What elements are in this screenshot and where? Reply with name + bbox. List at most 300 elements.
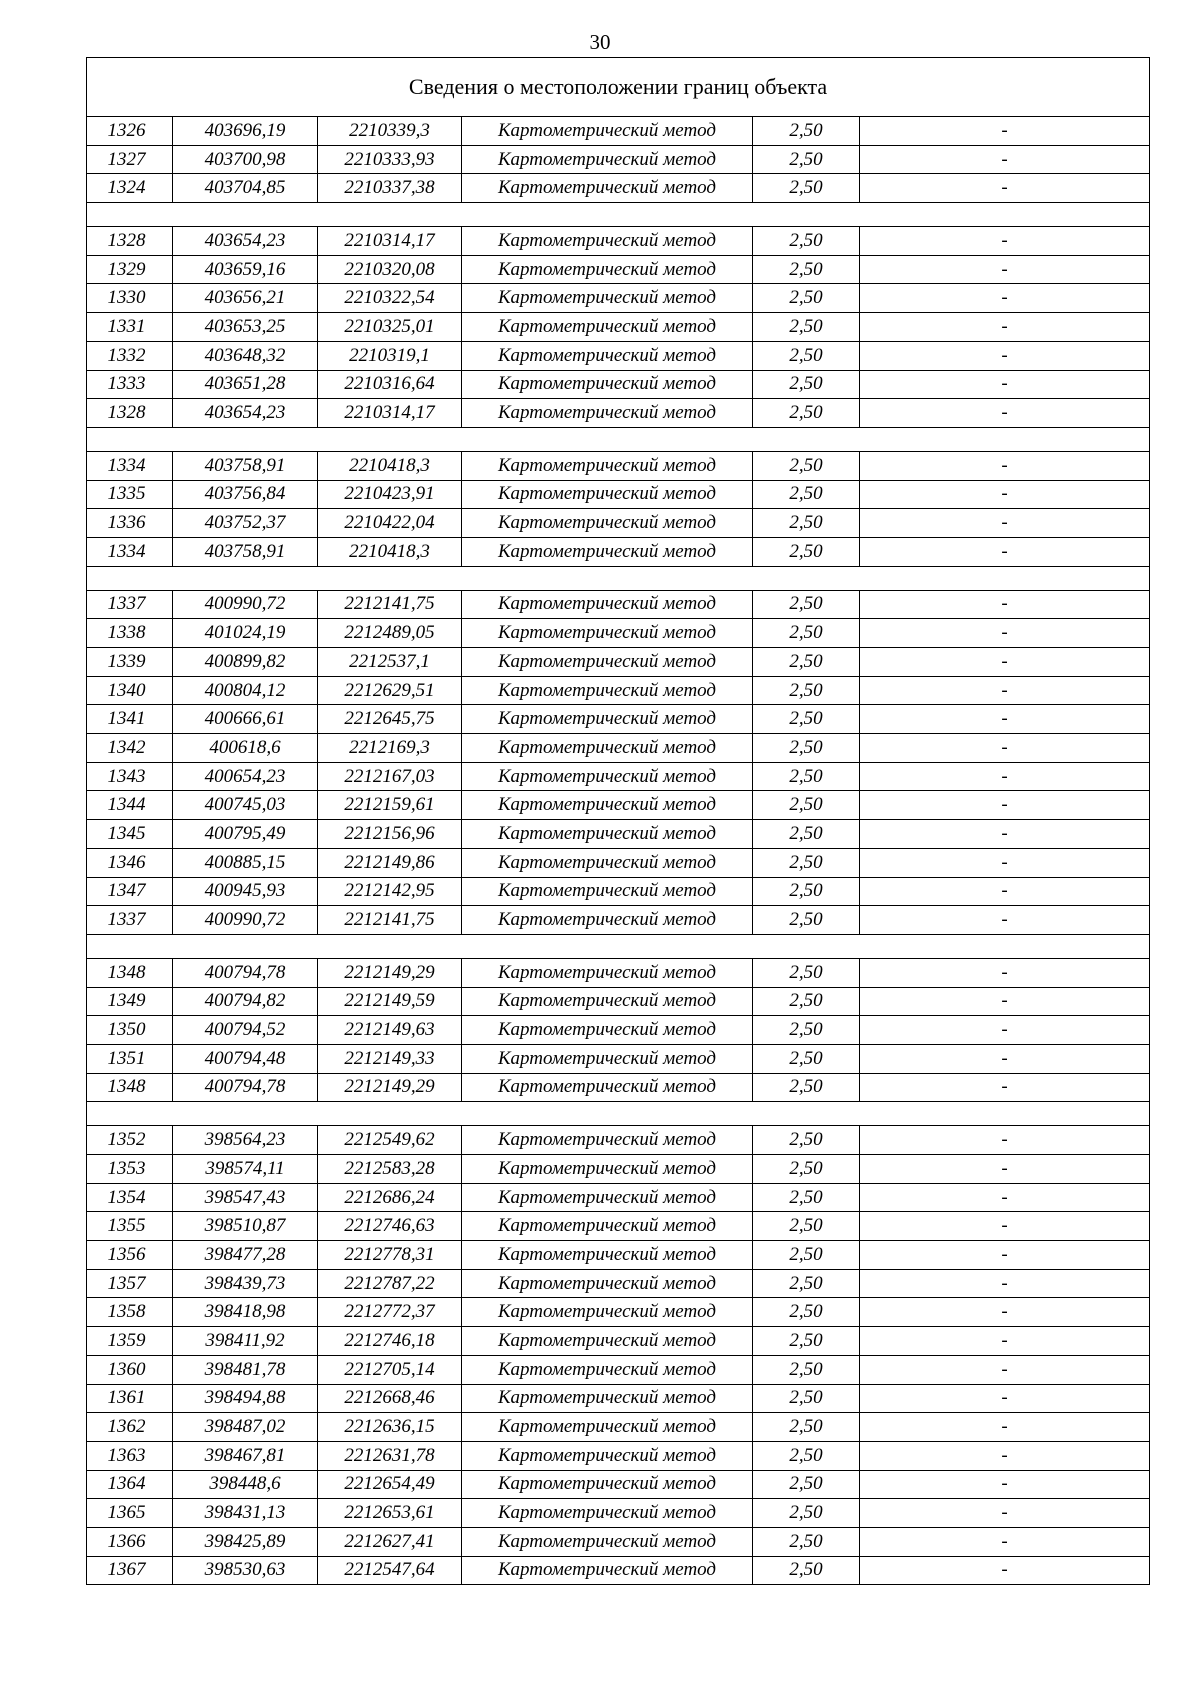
y-coordinate-cell: 2210322,54: [318, 284, 462, 313]
description-cell: -: [860, 1527, 1150, 1556]
table-row: [87, 509, 1150, 538]
description-cell: -: [860, 676, 1150, 705]
point-number-cell: 1328: [87, 399, 173, 428]
point-number-cell: 1330: [87, 284, 173, 313]
accuracy-cell: 2,50: [753, 1298, 860, 1327]
y-coordinate-cell: 2212686,24: [318, 1183, 462, 1212]
description-cell: -: [860, 399, 1150, 428]
description-cell: -: [860, 1327, 1150, 1356]
x-coordinate-cell: 398574,11: [173, 1155, 318, 1184]
contour-separator-row: [87, 203, 1150, 227]
table-row: [87, 370, 1150, 399]
y-coordinate-cell: 2212631,78: [318, 1441, 462, 1470]
x-coordinate-cell: 398510,87: [173, 1212, 318, 1241]
table-row: [87, 848, 1150, 877]
method-cell: Картометрический метод: [462, 1527, 753, 1556]
method-cell: Картометрический метод: [462, 117, 753, 146]
method-cell: Картометрический метод: [462, 1298, 753, 1327]
contour-separator-row: [87, 427, 1150, 451]
method-cell: Картометрический метод: [462, 762, 753, 791]
accuracy-cell: 2,50: [753, 255, 860, 284]
description-cell: -: [860, 619, 1150, 648]
method-cell: Картометрический метод: [462, 791, 753, 820]
table-row: [87, 590, 1150, 619]
accuracy-cell: 2,50: [753, 1269, 860, 1298]
y-coordinate-cell: 2212142,95: [318, 877, 462, 906]
table-row: [87, 341, 1150, 370]
x-coordinate-cell: 398530,63: [173, 1556, 318, 1585]
y-coordinate-cell: 2212668,46: [318, 1384, 462, 1413]
x-coordinate-cell: 400654,23: [173, 762, 318, 791]
table-row: [87, 1413, 1150, 1442]
point-number-cell: 1365: [87, 1499, 173, 1528]
accuracy-cell: 2,50: [753, 848, 860, 877]
point-number-cell: 1327: [87, 145, 173, 174]
method-cell: Картометрический метод: [462, 451, 753, 480]
contour-separator-row: [87, 1102, 1150, 1126]
x-coordinate-cell: 398439,73: [173, 1269, 318, 1298]
y-coordinate-cell: 2212653,61: [318, 1499, 462, 1528]
accuracy-cell: 2,50: [753, 1384, 860, 1413]
method-cell: Картометрический метод: [462, 1413, 753, 1442]
method-cell: Картометрический метод: [462, 284, 753, 313]
y-coordinate-cell: 2212645,75: [318, 705, 462, 734]
method-cell: Картометрический метод: [462, 705, 753, 734]
point-number-cell: 1352: [87, 1126, 173, 1155]
method-cell: Картометрический метод: [462, 1212, 753, 1241]
y-coordinate-cell: 2212489,05: [318, 619, 462, 648]
accuracy-cell: 2,50: [753, 1126, 860, 1155]
x-coordinate-cell: 403696,19: [173, 117, 318, 146]
description-cell: -: [860, 370, 1150, 399]
point-number-cell: 1359: [87, 1327, 173, 1356]
accuracy-cell: 2,50: [753, 590, 860, 619]
description-cell: -: [860, 1499, 1150, 1528]
accuracy-cell: 2,50: [753, 906, 860, 935]
point-number-cell: 1339: [87, 648, 173, 677]
x-coordinate-cell: 403656,21: [173, 284, 318, 313]
y-coordinate-cell: 2210418,3: [318, 451, 462, 480]
method-cell: Картометрический метод: [462, 1183, 753, 1212]
point-number-cell: 1347: [87, 877, 173, 906]
accuracy-cell: 2,50: [753, 762, 860, 791]
x-coordinate-cell: 400794,78: [173, 1073, 318, 1102]
x-coordinate-cell: 400745,03: [173, 791, 318, 820]
accuracy-cell: 2,50: [753, 987, 860, 1016]
method-cell: Картометрический метод: [462, 1355, 753, 1384]
table-title-row: [87, 58, 1150, 117]
method-cell: Картометрический метод: [462, 734, 753, 763]
table-row: [87, 1298, 1150, 1327]
accuracy-cell: 2,50: [753, 1044, 860, 1073]
y-coordinate-cell: 2212167,03: [318, 762, 462, 791]
method-cell: Картометрический метод: [462, 1155, 753, 1184]
table-row: [87, 791, 1150, 820]
table-row: [87, 1470, 1150, 1499]
x-coordinate-cell: 403654,23: [173, 399, 318, 428]
description-cell: -: [860, 145, 1150, 174]
point-number-cell: 1326: [87, 117, 173, 146]
point-number-cell: 1358: [87, 1298, 173, 1327]
table-row: [87, 676, 1150, 705]
method-cell: Картометрический метод: [462, 590, 753, 619]
x-coordinate-cell: 400794,82: [173, 987, 318, 1016]
x-coordinate-cell: 403752,37: [173, 509, 318, 538]
x-coordinate-cell: 403700,98: [173, 145, 318, 174]
y-coordinate-cell: 2212159,61: [318, 791, 462, 820]
accuracy-cell: 2,50: [753, 1212, 860, 1241]
y-coordinate-cell: 2212537,1: [318, 648, 462, 677]
point-number-cell: 1348: [87, 958, 173, 987]
point-number-cell: 1366: [87, 1527, 173, 1556]
point-number-cell: 1361: [87, 1384, 173, 1413]
y-coordinate-cell: 2212627,41: [318, 1527, 462, 1556]
accuracy-cell: 2,50: [753, 480, 860, 509]
accuracy-cell: 2,50: [753, 1470, 860, 1499]
table-row: [87, 1269, 1150, 1298]
accuracy-cell: 2,50: [753, 1073, 860, 1102]
y-coordinate-cell: 2212629,51: [318, 676, 462, 705]
y-coordinate-cell: 2212787,22: [318, 1269, 462, 1298]
accuracy-cell: 2,50: [753, 399, 860, 428]
y-coordinate-cell: 2210325,01: [318, 313, 462, 342]
x-coordinate-cell: 400990,72: [173, 590, 318, 619]
method-cell: Картометрический метод: [462, 619, 753, 648]
accuracy-cell: 2,50: [753, 313, 860, 342]
contour-separator-row: [87, 566, 1150, 590]
table-row: [87, 145, 1150, 174]
description-cell: -: [860, 1212, 1150, 1241]
accuracy-cell: 2,50: [753, 1155, 860, 1184]
x-coordinate-cell: 398418,98: [173, 1298, 318, 1327]
description-cell: -: [860, 1384, 1150, 1413]
accuracy-cell: 2,50: [753, 1241, 860, 1270]
description-cell: -: [860, 1241, 1150, 1270]
x-coordinate-cell: 400885,15: [173, 848, 318, 877]
x-coordinate-cell: 403758,91: [173, 451, 318, 480]
accuracy-cell: 2,50: [753, 174, 860, 203]
accuracy-cell: 2,50: [753, 676, 860, 705]
table-row: [87, 705, 1150, 734]
description-cell: -: [860, 877, 1150, 906]
method-cell: Картометрический метод: [462, 648, 753, 677]
y-coordinate-cell: 2210418,3: [318, 537, 462, 566]
accuracy-cell: 2,50: [753, 284, 860, 313]
y-coordinate-cell: 2212141,75: [318, 906, 462, 935]
description-cell: -: [860, 537, 1150, 566]
x-coordinate-cell: 400794,78: [173, 958, 318, 987]
accuracy-cell: 2,50: [753, 1327, 860, 1356]
point-number-cell: 1354: [87, 1183, 173, 1212]
x-coordinate-cell: 398487,02: [173, 1413, 318, 1442]
accuracy-cell: 2,50: [753, 705, 860, 734]
description-cell: -: [860, 451, 1150, 480]
contour-separator-cell: [87, 566, 1150, 590]
x-coordinate-cell: 403704,85: [173, 174, 318, 203]
table-row: [87, 537, 1150, 566]
point-number-cell: 1333: [87, 370, 173, 399]
accuracy-cell: 2,50: [753, 791, 860, 820]
method-cell: Картометрический метод: [462, 676, 753, 705]
method-cell: Картометрический метод: [462, 341, 753, 370]
method-cell: Картометрический метод: [462, 255, 753, 284]
table-row: [87, 1126, 1150, 1155]
point-number-cell: 1344: [87, 791, 173, 820]
x-coordinate-cell: 398431,13: [173, 1499, 318, 1528]
accuracy-cell: 2,50: [753, 877, 860, 906]
description-cell: -: [860, 1073, 1150, 1102]
x-coordinate-cell: 403648,32: [173, 341, 318, 370]
accuracy-cell: 2,50: [753, 648, 860, 677]
x-coordinate-cell: 398564,23: [173, 1126, 318, 1155]
method-cell: Картометрический метод: [462, 848, 753, 877]
x-coordinate-cell: 398411,92: [173, 1327, 318, 1356]
point-number-cell: 1355: [87, 1212, 173, 1241]
contour-separator-cell: [87, 203, 1150, 227]
accuracy-cell: 2,50: [753, 1413, 860, 1442]
method-cell: Картометрический метод: [462, 145, 753, 174]
method-cell: Картометрический метод: [462, 1269, 753, 1298]
y-coordinate-cell: 2212141,75: [318, 590, 462, 619]
y-coordinate-cell: 2212149,86: [318, 848, 462, 877]
accuracy-cell: 2,50: [753, 734, 860, 763]
method-cell: Картометрический метод: [462, 958, 753, 987]
description-cell: -: [860, 284, 1150, 313]
point-number-cell: 1337: [87, 906, 173, 935]
accuracy-cell: 2,50: [753, 820, 860, 849]
accuracy-cell: 2,50: [753, 537, 860, 566]
y-coordinate-cell: 2212149,63: [318, 1016, 462, 1045]
y-coordinate-cell: 2212772,37: [318, 1298, 462, 1327]
table-row: [87, 648, 1150, 677]
table-row: [87, 1016, 1150, 1045]
point-number-cell: 1353: [87, 1155, 173, 1184]
method-cell: Картометрический метод: [462, 227, 753, 256]
method-cell: Картометрический метод: [462, 537, 753, 566]
point-number-cell: 1350: [87, 1016, 173, 1045]
accuracy-cell: 2,50: [753, 341, 860, 370]
description-cell: -: [860, 1126, 1150, 1155]
table-row: [87, 1499, 1150, 1528]
y-coordinate-cell: 2210337,38: [318, 174, 462, 203]
point-number-cell: 1356: [87, 1241, 173, 1270]
point-number-cell: 1332: [87, 341, 173, 370]
table-row: [87, 1327, 1150, 1356]
table-row: [87, 255, 1150, 284]
description-cell: -: [860, 1556, 1150, 1585]
table-body: [87, 58, 1150, 1585]
description-cell: -: [860, 1183, 1150, 1212]
x-coordinate-cell: 400990,72: [173, 906, 318, 935]
y-coordinate-cell: 2210316,64: [318, 370, 462, 399]
point-number-cell: 1346: [87, 848, 173, 877]
description-cell: -: [860, 1044, 1150, 1073]
accuracy-cell: 2,50: [753, 451, 860, 480]
point-number-cell: 1364: [87, 1470, 173, 1499]
x-coordinate-cell: 400666,61: [173, 705, 318, 734]
accuracy-cell: 2,50: [753, 509, 860, 538]
method-cell: Картометрический метод: [462, 1499, 753, 1528]
accuracy-cell: 2,50: [753, 1556, 860, 1585]
y-coordinate-cell: 2212149,29: [318, 1073, 462, 1102]
method-cell: Картометрический метод: [462, 509, 753, 538]
y-coordinate-cell: 2212149,29: [318, 958, 462, 987]
point-number-cell: 1349: [87, 987, 173, 1016]
point-number-cell: 1334: [87, 451, 173, 480]
table-row: [87, 227, 1150, 256]
x-coordinate-cell: 403756,84: [173, 480, 318, 509]
description-cell: -: [860, 341, 1150, 370]
description-cell: -: [860, 648, 1150, 677]
y-coordinate-cell: 2212654,49: [318, 1470, 462, 1499]
point-number-cell: 1337: [87, 590, 173, 619]
table-row: [87, 480, 1150, 509]
table-row: [87, 1384, 1150, 1413]
table-row: [87, 1441, 1150, 1470]
x-coordinate-cell: 403651,28: [173, 370, 318, 399]
point-number-cell: 1328: [87, 227, 173, 256]
description-cell: -: [860, 480, 1150, 509]
description-cell: -: [860, 791, 1150, 820]
y-coordinate-cell: 2212778,31: [318, 1241, 462, 1270]
method-cell: Картометрический метод: [462, 1241, 753, 1270]
contour-separator-row: [87, 934, 1150, 958]
x-coordinate-cell: 400899,82: [173, 648, 318, 677]
accuracy-cell: 2,50: [753, 1016, 860, 1045]
table-row: [87, 1183, 1150, 1212]
point-number-cell: 1340: [87, 676, 173, 705]
accuracy-cell: 2,50: [753, 1441, 860, 1470]
table-row: [87, 1556, 1150, 1585]
y-coordinate-cell: 2212169,3: [318, 734, 462, 763]
description-cell: -: [860, 1155, 1150, 1184]
description-cell: -: [860, 958, 1150, 987]
y-coordinate-cell: 2210314,17: [318, 227, 462, 256]
accuracy-cell: 2,50: [753, 117, 860, 146]
y-coordinate-cell: 2212583,28: [318, 1155, 462, 1184]
table-row: [87, 1527, 1150, 1556]
method-cell: Картометрический метод: [462, 1470, 753, 1499]
x-coordinate-cell: 398547,43: [173, 1183, 318, 1212]
table-row: [87, 451, 1150, 480]
method-cell: Картометрический метод: [462, 399, 753, 428]
accuracy-cell: 2,50: [753, 1499, 860, 1528]
table-row: [87, 820, 1150, 849]
description-cell: -: [860, 1355, 1150, 1384]
description-cell: -: [860, 313, 1150, 342]
x-coordinate-cell: 400945,93: [173, 877, 318, 906]
y-coordinate-cell: 2210319,1: [318, 341, 462, 370]
y-coordinate-cell: 2212547,64: [318, 1556, 462, 1585]
table-row: [87, 1155, 1150, 1184]
x-coordinate-cell: 400794,52: [173, 1016, 318, 1045]
x-coordinate-cell: 398467,81: [173, 1441, 318, 1470]
point-number-cell: 1335: [87, 480, 173, 509]
y-coordinate-cell: 2212156,96: [318, 820, 462, 849]
x-coordinate-cell: 398494,88: [173, 1384, 318, 1413]
x-coordinate-cell: 398481,78: [173, 1355, 318, 1384]
y-coordinate-cell: 2210339,3: [318, 117, 462, 146]
table-row: [87, 987, 1150, 1016]
y-coordinate-cell: 2210422,04: [318, 509, 462, 538]
description-cell: -: [860, 734, 1150, 763]
table-row: [87, 1355, 1150, 1384]
table-row: [87, 1241, 1150, 1270]
point-number-cell: 1351: [87, 1044, 173, 1073]
table-row: [87, 399, 1150, 428]
description-cell: -: [860, 174, 1150, 203]
accuracy-cell: 2,50: [753, 227, 860, 256]
method-cell: Картометрический метод: [462, 1384, 753, 1413]
table-row: [87, 958, 1150, 987]
method-cell: Картометрический метод: [462, 1016, 753, 1045]
description-cell: -: [860, 906, 1150, 935]
table-row: [87, 1212, 1150, 1241]
description-cell: -: [860, 1413, 1150, 1442]
point-number-cell: 1331: [87, 313, 173, 342]
description-cell: -: [860, 117, 1150, 146]
table-title: Сведения о местоположении границ объекта: [87, 58, 1150, 117]
y-coordinate-cell: 2210423,91: [318, 480, 462, 509]
point-number-cell: 1345: [87, 820, 173, 849]
description-cell: -: [860, 762, 1150, 791]
y-coordinate-cell: 2210314,17: [318, 399, 462, 428]
description-cell: -: [860, 1441, 1150, 1470]
accuracy-cell: 2,50: [753, 1355, 860, 1384]
table-row: [87, 906, 1150, 935]
contour-separator-cell: [87, 934, 1150, 958]
method-cell: Картометрический метод: [462, 987, 753, 1016]
x-coordinate-cell: 398448,6: [173, 1470, 318, 1499]
method-cell: Картометрический метод: [462, 370, 753, 399]
method-cell: Картометрический метод: [462, 820, 753, 849]
table-row: [87, 1073, 1150, 1102]
description-cell: -: [860, 227, 1150, 256]
accuracy-cell: 2,50: [753, 1183, 860, 1212]
description-cell: -: [860, 1298, 1150, 1327]
accuracy-cell: 2,50: [753, 619, 860, 648]
description-cell: -: [860, 820, 1150, 849]
point-number-cell: 1334: [87, 537, 173, 566]
method-cell: Картометрический метод: [462, 1044, 753, 1073]
table-row: [87, 174, 1150, 203]
boundary-coordinates-table: [86, 57, 1150, 1585]
description-cell: -: [860, 590, 1150, 619]
x-coordinate-cell: 400804,12: [173, 676, 318, 705]
x-coordinate-cell: 403758,91: [173, 537, 318, 566]
table-row: [87, 284, 1150, 313]
y-coordinate-cell: 2210333,93: [318, 145, 462, 174]
page-number: 30: [589, 30, 611, 54]
accuracy-cell: 2,50: [753, 958, 860, 987]
x-coordinate-cell: 400795,49: [173, 820, 318, 849]
point-number-cell: 1324: [87, 174, 173, 203]
x-coordinate-cell: 400794,48: [173, 1044, 318, 1073]
point-number-cell: 1363: [87, 1441, 173, 1470]
table-row: [87, 877, 1150, 906]
y-coordinate-cell: 2212149,33: [318, 1044, 462, 1073]
point-number-cell: 1329: [87, 255, 173, 284]
point-number-cell: 1336: [87, 509, 173, 538]
contour-separator-cell: [87, 427, 1150, 451]
accuracy-cell: 2,50: [753, 1527, 860, 1556]
table-row: [87, 619, 1150, 648]
y-coordinate-cell: 2210320,08: [318, 255, 462, 284]
table-row: [87, 117, 1150, 146]
x-coordinate-cell: 403659,16: [173, 255, 318, 284]
y-coordinate-cell: 2212636,15: [318, 1413, 462, 1442]
description-cell: -: [860, 1470, 1150, 1499]
